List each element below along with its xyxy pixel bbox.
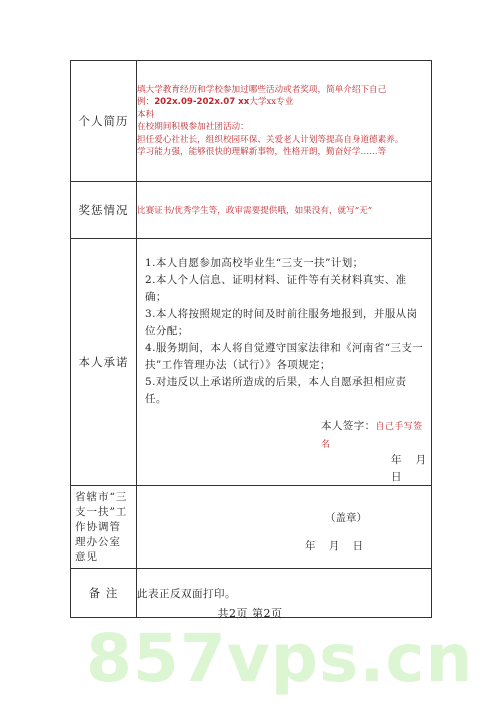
- awards-row: [71, 182, 432, 239]
- resume-line: 担任爱心社社长，组织校园环保、关爱老人计划等提高自身道德素养。: [137, 134, 404, 145]
- page-number: 共2页 第2页: [217, 607, 283, 620]
- promise-label: 本人承诺: [71, 239, 137, 486]
- resume-line: 学习能力强，能够很快的理解新事物，性格开朗，勤奋好学……等: [137, 147, 387, 157]
- promise-item: 1.本人自愿参加高校毕业生“三支一扶”计划；: [145, 257, 364, 269]
- resume-line: 填大学教育经历和学校参加过哪些活动或者奖项，简单介绍下自己: [137, 84, 387, 95]
- seal-text: （盖章）: [325, 512, 367, 524]
- awards-content: 比赛证书/优秀学生等，政审需要提供哦，如果没有，就写“无”: [137, 182, 432, 239]
- promise-date: 年 月 日: [391, 454, 427, 483]
- office-row: [71, 486, 432, 569]
- promise-item: 2.本人个人信息、证明材料、证件等有关材料真实、准确；: [145, 274, 407, 303]
- registration-form-table: [70, 60, 432, 618]
- signature-field: [321, 418, 431, 454]
- promise-content: [137, 239, 432, 486]
- office-content: [137, 486, 432, 569]
- resume-example-line: 例：202x.09-202x.07 xx大学xx专业: [137, 97, 294, 107]
- signature-hint: 自己手写签名: [321, 422, 423, 450]
- office-date: 年 月 日: [305, 540, 364, 552]
- promise-item: 3.本人将按照规定的时间及时前往服务地报到，并服从岗位分配；: [145, 308, 418, 337]
- promise-row: [71, 239, 432, 486]
- note-content: 此表正反双面打印。: [137, 569, 432, 618]
- watermark: 857vps.cn: [86, 620, 474, 697]
- office-label: 省辖市“三支一扶”工作协调管理办公室意见: [71, 486, 137, 569]
- resume-row: [71, 61, 432, 182]
- awards-label: 奖惩情况: [71, 182, 137, 239]
- resume-line: 在校期间积极参加社团活动：: [137, 122, 249, 132]
- note-label: 备 注: [71, 569, 137, 618]
- promise-item: 5.对违反以上承诺所造成的后果，本人自愿承担相应责任。: [145, 376, 407, 405]
- resume-line: 本科: [137, 109, 155, 120]
- promise-items: [145, 255, 425, 408]
- promise-item: 4.服务期间，本人将自觉遵守国家法律和《河南省“三支一扶”工作管理办法（试行）》各项规定；: [145, 342, 424, 371]
- signature-label: 本人签字：: [321, 420, 376, 432]
- resume-label: 个人简历: [71, 61, 137, 182]
- resume-content: [137, 61, 432, 182]
